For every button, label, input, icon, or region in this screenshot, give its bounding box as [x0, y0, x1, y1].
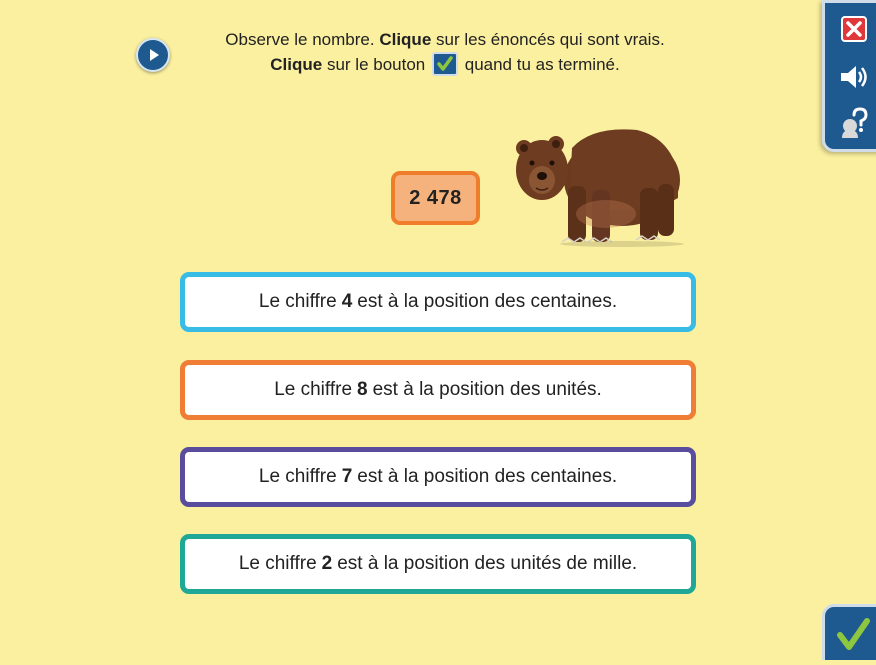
close-button[interactable]: [837, 13, 871, 45]
instructions: [180, 28, 710, 77]
speaker-icon: [837, 61, 871, 93]
instructions-line-1: Observe le nombre. Clique sur les énoncés qui sont vrais.: [225, 30, 665, 49]
play-audio-button[interactable]: [136, 38, 170, 72]
side-toolbar: [822, 0, 876, 152]
statement-1[interactable]: Le chiffre 4 est à la position des centaines.: [180, 272, 696, 332]
done-button[interactable]: [822, 604, 876, 660]
help-icon: [837, 107, 871, 139]
bear-illustration: [512, 118, 684, 248]
close-icon: [837, 13, 871, 45]
number-display: 2 478: [391, 171, 480, 225]
statement-2[interactable]: Le chiffre 8 est à la position des unités.: [180, 360, 696, 420]
statement-3[interactable]: Le chiffre 7 est à la position des centaines.: [180, 447, 696, 507]
checkmark-icon: [825, 607, 876, 660]
inline-check-icon: [432, 52, 458, 76]
audio-button[interactable]: [837, 61, 871, 93]
help-button[interactable]: [837, 107, 871, 139]
statement-4[interactable]: Le chiffre 2 est à la position des unités de mille.: [180, 534, 696, 594]
play-icon: [138, 40, 168, 70]
instructions-line-2: Clique sur le bouton quand tu as terminé.: [180, 52, 710, 77]
